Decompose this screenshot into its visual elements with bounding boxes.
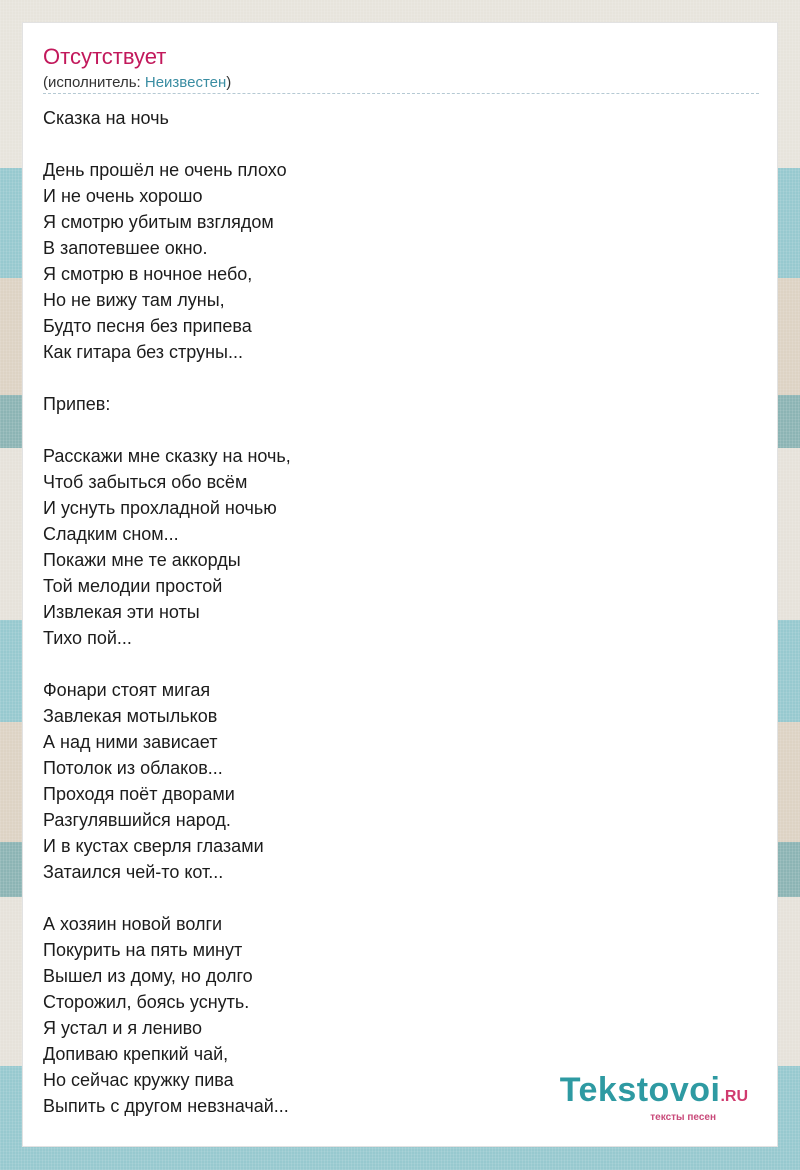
performer-close: ) [226,74,232,91]
logo-wordmark [560,1073,748,1114]
site-logo[interactable] [560,1073,748,1124]
logo-suffix: .RU [720,1088,748,1105]
lyrics-text: Сказка на ночь День прошёл не очень плохо И не очень хорошо Я смотрю убитым взглядом В запотевшее окно. Я смотрю в ночное небо, Но не вижу там луны, Будто песня без припева Как гитара без струны... Припев: Расскажи мне сказку на ночь, Чтоб забыться обо всём И уснуть прохладной ночью Сладким сном... Покажи мне те аккорды Той мелодии простой Извлекая эти ноты Тихо пой... Фонари стоят мигая Завлекая мотыльков А над ними зависает Потолок из облаков... Проходя поёт дворами Разгулявшийся народ. И в кустах сверля глазами Затаился чей-то кот... А хозяин новой волги Покурить на пять минут Вышел из дому, но долго Сторожил, боясь уснуть. Я устал и я лениво Допиваю крепкий чай, Но сейчас кружку пива Выпить с другом невзначай... [43,108,291,1116]
artist-link[interactable]: Неизвестен [144,74,227,91]
performer-label: (исполнитель: [43,74,145,91]
title-divider [43,93,759,94]
logo-name: Tekstovoi [559,1071,721,1109]
lyrics-card [22,22,778,1147]
song-title: Отсутствует [43,44,167,69]
performer-line [43,73,231,93]
logo-tagline: тексты песен [650,1112,716,1123]
